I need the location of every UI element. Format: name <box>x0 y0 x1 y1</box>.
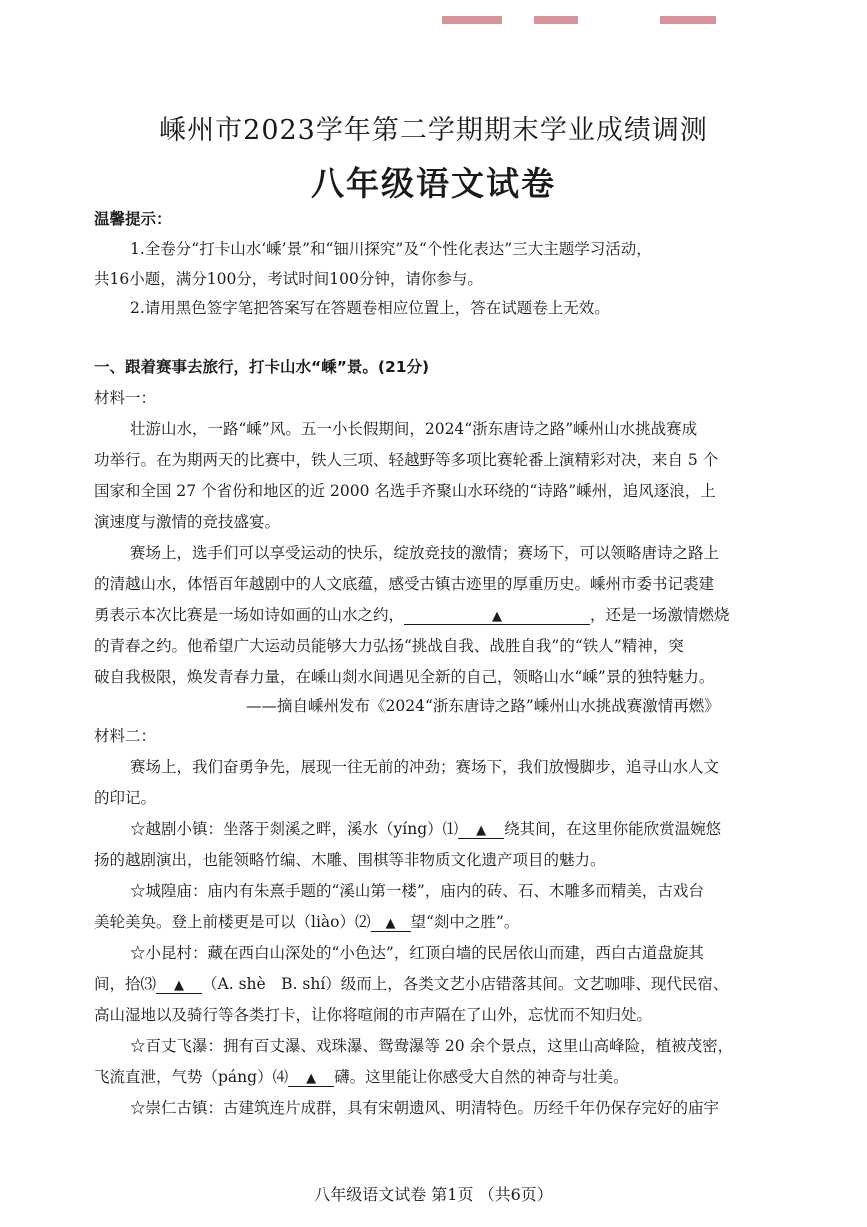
paragraph-line: 赛场上，我们奋勇争先，展现一往无前的冲劲；赛场下，我们放慢脚步，追寻山水人文 <box>130 758 720 776</box>
paragraph-line: ☆城隍庙：庙内有朱熹手题的“溪山第一楼”，庙内的砖、石、木雕多而精美，古戏台 <box>130 882 704 900</box>
blank-triangle-icon: ▲ <box>476 823 487 838</box>
paragraph-line: ☆小昆村：藏在西白山深处的“小色达”，红顶白墙的民居依山而建，西白古道盘旋其 <box>130 944 704 962</box>
paragraph-line: 的清越山水，体悟百年越剧中的人文底蕴，感受古镇古迹里的厚重历史。嵊州市委书记裘建 <box>94 575 715 593</box>
paragraph-line: 的印记。 <box>94 789 157 807</box>
material-1-label: 材料一： <box>94 389 157 407</box>
paragraph-line: ☆崇仁古镇：古建筑连片成群，具有宋朝遗风、明清特色。历经千年仍保存完好的庙宇 <box>130 1099 720 1117</box>
tips-label: 温馨提示： <box>94 210 172 228</box>
paragraph-line: 功举行。在为期两天的比赛中，铁人三项、轻越野等多项比赛轮番上演精彩对决，来自 5 个 <box>94 451 719 469</box>
paragraph-line: 扬的越剧演出，也能领略竹编、木雕、围棋等非物质文化遗产项目的魅力。 <box>94 851 606 869</box>
paragraph-line: 飞流直泄，气势（páng）⑷ ▲ 礴。这里能让你感受大自然的神奇与壮美。 <box>94 1068 629 1086</box>
tip-item-1-cont: 共16小题，满分100分，考试时间100分钟，请你参与。 <box>94 270 483 288</box>
material-2-label: 材料二： <box>94 727 157 745</box>
scan-mark <box>660 16 716 24</box>
paragraph-line: ☆百丈飞瀑：拥有百丈瀑、戏珠瀑、鸳鸯瀑等 20 余个景点，这里山高峰险，植被茂密， <box>130 1037 734 1055</box>
answer-blank <box>288 1070 334 1087</box>
section-heading: 一、跟着赛事去旅行，打卡山水“嵊”景。(21分) <box>94 358 430 376</box>
exam-subtitle: 八年级语文试卷 <box>311 164 556 203</box>
blank-triangle-icon: ▲ <box>174 978 185 993</box>
tip-item-1: 1.全卷分“打卡山水‘嵊’景”和“钿川探究”及“个性化表达”三大主题学习活动， <box>130 240 652 258</box>
tip-item-2: 2.请用黑色签字笔把答案写在答题卷相应位置上，答在试题卷上无效。 <box>130 299 610 317</box>
blank-triangle-icon: ▲ <box>306 1071 317 1086</box>
scan-mark <box>442 16 502 24</box>
paragraph-line: 赛场上，选手们可以享受运动的快乐，绽放竞技的激情；赛场下，可以领略唐诗之路上 <box>130 544 720 562</box>
paragraph-line: 高山湿地以及骑行等各类打卡，让你将喧闹的市声隔在了山外，忘忧而不知归处。 <box>94 1006 653 1024</box>
paragraph-line: 美轮美奂。登上前楼更是可以（liào）⑵ ▲ 望“剡中之胜”。 <box>94 913 520 931</box>
source-citation: ——摘自嵊州发布《2024“浙东唐诗之路”嵊州山水挑战赛激情再燃》 <box>246 697 720 715</box>
blank-triangle-icon: ▲ <box>492 609 503 624</box>
exam-title: 嵊州市2023学年第二学期期末学业成绩调测 <box>159 115 708 146</box>
page-footer: 八年级语文试卷 第1页 （共6页） <box>314 1185 553 1204</box>
paragraph-line: 国家和全国 27 个省份和地区的近 2000 名选手齐聚山水环绕的“诗路”嵊州，追风逐浪，上 <box>94 482 716 500</box>
answer-blank <box>156 977 202 994</box>
answer-blank <box>458 822 504 839</box>
paragraph-line: 破自我极限，焕发青春力量，在嵊山剡水间遇见全新的自己，领略山水“嵊”景的独特魅力。 <box>94 668 715 686</box>
answer-blank <box>404 608 590 625</box>
paragraph-line: 壮游山水，一路“嵊”风。五一小长假期间，2024“浙东唐诗之路”嵊州山水挑战赛成 <box>130 420 698 438</box>
paragraph-line: ☆越剧小镇：坐落于剡溪之畔，溪水（yíng）⑴ ▲ 绕其间，在这里你能欣赏温婉悠 <box>130 820 722 838</box>
blank-triangle-icon: ▲ <box>385 916 396 931</box>
scan-mark <box>534 16 578 24</box>
paragraph-line: 演速度与激情的竞技盛宴。 <box>94 513 281 531</box>
paragraph-line: 勇表示本次比赛是一场如诗如画的山水之约， ▲ ，还是一场激情燃烧 <box>94 606 730 624</box>
paragraph-line: 间，拾⑶ ▲ （A. shè B. shí）级而上，各类文艺小店错落其间。文艺咖啡、现代民宿、 <box>94 975 729 993</box>
paragraph-line: 的青春之约。他希望广大运动员能够大力弘扬“挑战自我、战胜自我”的“铁人”精神，突 <box>94 637 684 655</box>
answer-blank <box>371 915 411 932</box>
